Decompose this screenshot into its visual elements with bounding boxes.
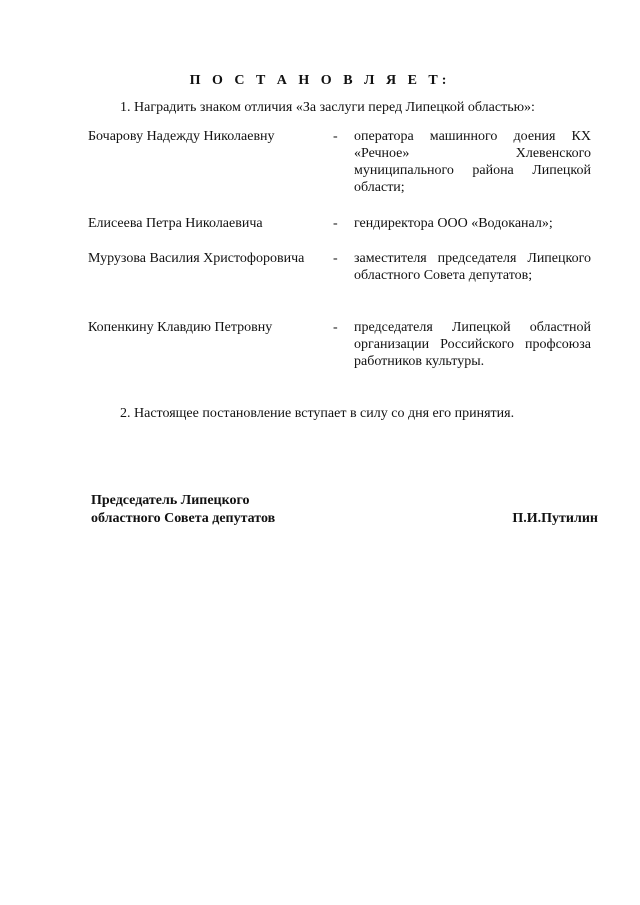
awardee-dash: - [333,251,338,266]
awardee-name: Мурузова Василия Христофоровича [88,251,305,266]
resolution-item-1: 1. Наградить знаком отличия «За заслуги перед Липецкой областью»: [120,100,535,115]
signature-title-line-2: областного Совета депутатов [91,511,276,526]
awardee-name: Елисеева Петра Николаевича [88,216,263,231]
awardee-role: гендиректора ООО «Водоканал»; [354,216,553,231]
awardee-name: Бочарову Надежду Николаевну [88,129,275,144]
awardee-dash: - [333,216,338,231]
document-heading: П О С Т А Н О В Л Я Е Т: [189,73,451,88]
awardee-name: Копенкину Клавдию Петровну [88,320,273,335]
awardee-role: оператора машинного доения КХ «Речное» Хлевенского муниципального района Липецкой области; [354,129,591,195]
signature-title-line-1: Председатель Липецкого [91,493,250,508]
awardee-dash: - [333,129,338,144]
awardee-role: заместителя председателя Липецкого областного Совета депутатов; [354,251,591,283]
awardee-role: председателя Липецкой областной организации Российского профсоюза работников культуры. [354,320,591,369]
signature-title [91,492,275,528]
resolution-item-2: 2. Настоящее постановление вступает в силу со дня его принятия. [120,406,515,421]
awardee-dash: - [333,320,338,335]
signer-name: П.И.Путилин [512,511,598,526]
